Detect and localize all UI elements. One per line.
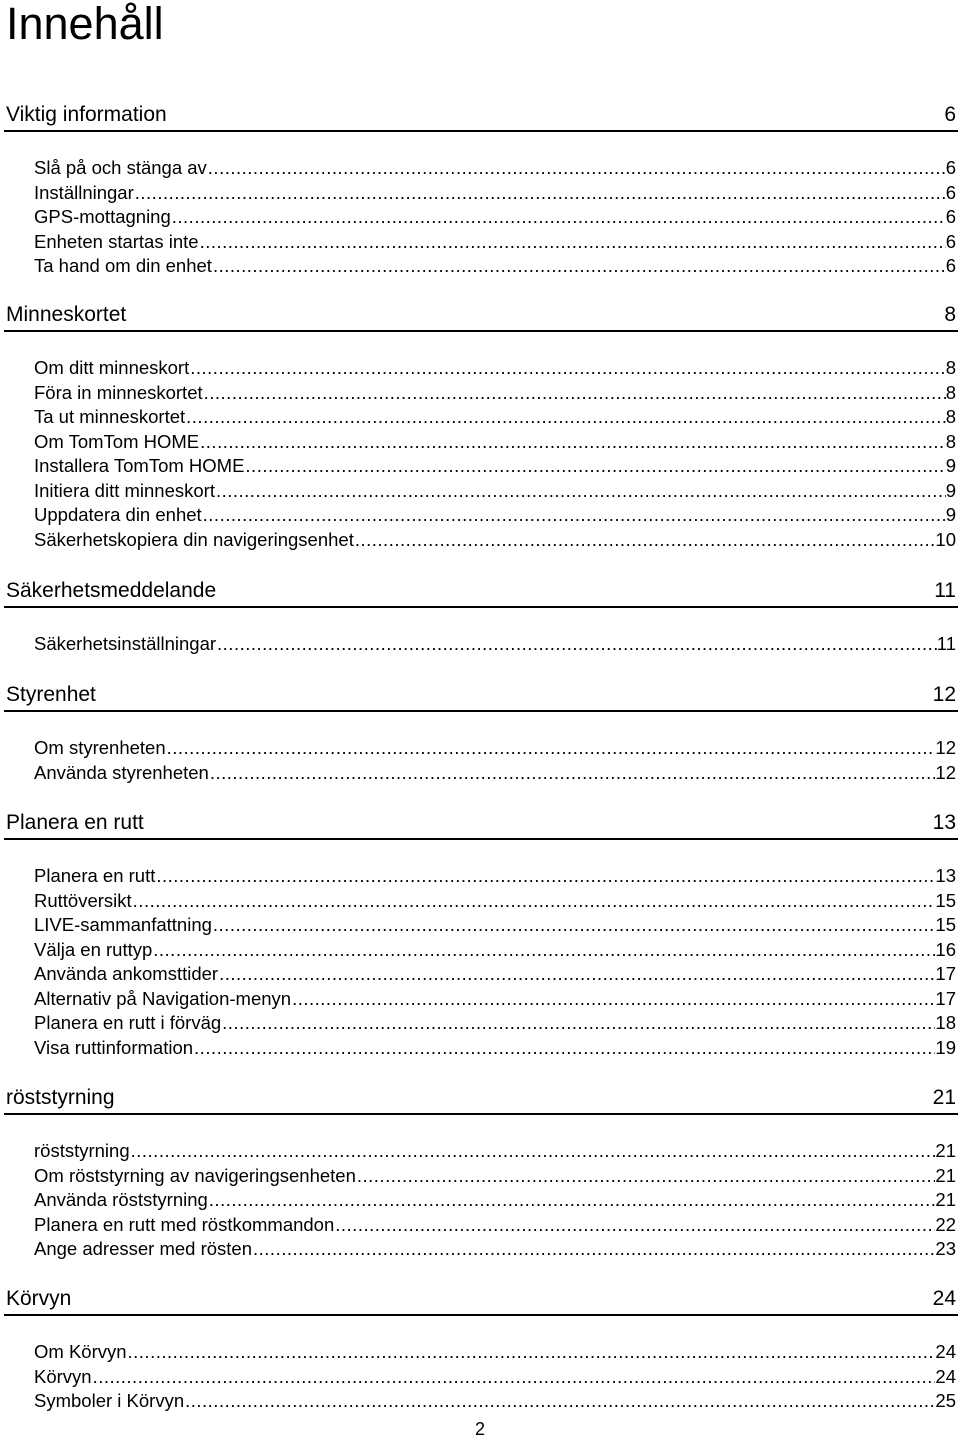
toc-section <box>0 1083 960 1259</box>
toc-entry[interactable] <box>34 181 956 206</box>
toc-entry-page-number: 9 <box>945 455 956 476</box>
dot-leader <box>199 230 946 254</box>
toc-entry-page-number: 10 <box>935 528 956 550</box>
toc-entry-list <box>34 1139 956 1262</box>
dot-leader <box>166 736 936 760</box>
toc-entry-page-number: 15 <box>935 914 956 935</box>
toc-entry-page-number: 6 <box>945 230 956 252</box>
dot-leader <box>291 987 935 1011</box>
toc-entry-label: Slå på och stänga av <box>34 157 207 178</box>
toc-entry-page-number: 21 <box>935 1164 956 1186</box>
toc-entry-label: Ange adresser med rösten <box>34 1238 253 1259</box>
dot-leader <box>132 889 936 913</box>
toc-entry[interactable] <box>34 381 956 406</box>
toc-entry-label: Planera en rutt <box>34 865 156 886</box>
dot-leader <box>171 205 946 229</box>
dot-leader <box>221 1011 935 1035</box>
toc-entry[interactable] <box>34 205 956 230</box>
toc-entry-page-number: 8 <box>945 357 956 378</box>
toc-entry-label: Föra in minneskortet <box>34 381 203 403</box>
toc-entry-label: Planera en rutt med röstkommandon <box>34 1213 335 1235</box>
toc-entry[interactable] <box>34 1340 956 1365</box>
page-title: Innehåll <box>6 0 164 49</box>
toc-entry[interactable] <box>34 1164 956 1189</box>
toc-entry-page-number: 6 <box>945 206 956 227</box>
toc-entry-label: Använda röststyrning <box>34 1189 208 1210</box>
toc-entry-list <box>34 1340 956 1414</box>
dot-leader <box>134 181 946 205</box>
toc-entry[interactable] <box>34 632 956 657</box>
toc-entry-label: Använda ankomsttider <box>34 963 219 984</box>
toc-entry-label: LIVE-sammanfattning <box>34 914 212 935</box>
toc-entry[interactable] <box>34 938 956 963</box>
toc-section <box>0 1284 960 1411</box>
toc-entry-page-number: 12 <box>935 761 956 783</box>
toc-entry-page-number: 8 <box>945 430 956 452</box>
toc-entry[interactable] <box>34 254 956 279</box>
dot-leader <box>244 454 945 478</box>
dot-leader <box>216 632 937 656</box>
dot-leader <box>155 864 935 888</box>
section-heading[interactable] <box>4 300 958 332</box>
dot-leader <box>252 1237 935 1261</box>
toc-section <box>0 300 960 550</box>
toc-entry-label: Uppdatera din enhet <box>34 504 202 525</box>
toc-entry-label: Alternativ på Navigation-menyn <box>34 987 292 1009</box>
toc-entry-list <box>34 864 956 1060</box>
toc-entry-label: Säkerhetsinställningar <box>34 633 217 654</box>
dot-leader <box>185 405 946 429</box>
section-page-number: 13 <box>932 811 956 834</box>
section-heading[interactable] <box>4 1083 958 1115</box>
toc-section <box>0 100 960 276</box>
toc-entry-page-number: 6 <box>945 157 956 178</box>
toc-entry[interactable] <box>34 913 956 938</box>
toc-entry-label: Körvyn <box>34 1365 92 1387</box>
dot-leader <box>184 1389 935 1413</box>
toc-entry-page-number: 8 <box>945 406 956 427</box>
toc-entry[interactable] <box>34 1389 956 1414</box>
section-page-number: 24 <box>932 1287 956 1310</box>
dot-leader <box>208 1188 936 1212</box>
toc-entry-label: Enheten startas inte <box>34 230 199 252</box>
page-number: 2 <box>474 1419 485 1439</box>
section-heading[interactable] <box>4 680 958 712</box>
toc-entry-label: Ta ut minneskortet <box>34 406 186 427</box>
toc-entry[interactable] <box>34 1365 956 1390</box>
toc-entry-label: röststyrning <box>34 1140 130 1161</box>
toc-entry-label: Välja en ruttyp <box>34 938 153 960</box>
toc-entry[interactable] <box>34 1011 956 1036</box>
toc-entry-label: GPS-mottagning <box>34 206 171 227</box>
section-title: röststyrning <box>6 1086 115 1109</box>
section-title: Styrenhet <box>6 683 96 706</box>
section-title: Planera en rutt <box>6 811 144 834</box>
toc-entry-page-number: 24 <box>935 1341 956 1362</box>
toc-entry-page-number: 12 <box>935 737 956 758</box>
toc-entry-page-number: 6 <box>945 255 956 276</box>
section-page-number: 21 <box>932 1086 956 1109</box>
toc-entry-list <box>34 356 956 552</box>
section-page-number: 12 <box>932 683 956 706</box>
toc-entry-page-number: 17 <box>935 987 956 1009</box>
toc-entry-label: Om ditt minneskort <box>34 357 190 378</box>
toc-entry-label: Om styrenheten <box>34 737 166 758</box>
section-title: Säkerhetsmeddelande <box>6 579 217 602</box>
toc-entry-page-number: 19 <box>935 1036 956 1058</box>
toc-entry-page-number: 21 <box>935 1189 956 1210</box>
toc-entry-page-number: 18 <box>935 1012 956 1033</box>
section-heading[interactable] <box>4 100 958 132</box>
toc-entry-page-number: 9 <box>945 504 956 525</box>
toc-entry[interactable] <box>34 230 956 255</box>
dot-leader <box>203 381 946 405</box>
dot-leader <box>209 761 936 785</box>
toc-entry[interactable] <box>34 889 956 914</box>
dot-leader <box>212 913 936 937</box>
toc-entry[interactable] <box>34 864 956 889</box>
section-heading[interactable] <box>4 1284 958 1316</box>
toc-entry[interactable] <box>34 528 956 553</box>
section-heading[interactable] <box>4 576 958 608</box>
toc-section <box>0 808 960 1058</box>
toc-entry-label: Om röststyrning av navigeringsenheten <box>34 1164 356 1186</box>
toc-entry-label: Ta hand om din enhet <box>34 255 212 276</box>
toc-section <box>0 680 960 783</box>
section-heading[interactable] <box>4 808 958 840</box>
toc-entry-label: Ruttöversikt <box>34 889 132 911</box>
dot-leader <box>152 938 935 962</box>
toc-entry-page-number: 16 <box>935 938 956 960</box>
toc-entry-page-number: 22 <box>935 1213 956 1235</box>
dot-leader <box>207 156 946 180</box>
toc-entry[interactable] <box>34 503 956 528</box>
dot-leader <box>92 1365 936 1389</box>
section-page-number: 8 <box>944 303 956 326</box>
toc-entry-list <box>34 632 956 657</box>
toc-entry[interactable] <box>34 761 956 786</box>
toc-entry[interactable] <box>34 1213 956 1238</box>
dot-leader <box>215 479 946 503</box>
toc-entry-label: Om Körvyn <box>34 1341 127 1362</box>
dot-leader <box>127 1340 936 1364</box>
toc-entry[interactable] <box>34 356 956 381</box>
section-title: Minneskortet <box>6 303 127 326</box>
toc-entry-label: Initiera ditt minneskort <box>34 479 215 501</box>
toc-entry-page-number: 8 <box>945 381 956 403</box>
toc-entry-page-number: 13 <box>935 865 956 886</box>
toc-entry-label: Visa ruttinformation <box>34 1036 194 1058</box>
toc-entry-label: Inställningar <box>34 181 134 203</box>
toc-entry-page-number: 21 <box>935 1140 956 1161</box>
toc-entry-label: Symboler i Körvyn <box>34 1390 185 1411</box>
toc-entry-list <box>34 736 956 785</box>
toc-entry[interactable] <box>34 454 956 479</box>
toc-entry[interactable] <box>34 430 956 455</box>
toc-entry[interactable] <box>34 405 956 430</box>
dot-leader <box>354 528 936 552</box>
toc-entry-label: Använda styrenheten <box>34 761 209 783</box>
toc-entry-list <box>34 156 956 279</box>
dot-leader <box>356 1164 936 1188</box>
toc-entry-label: Installera TomTom HOME <box>34 455 245 476</box>
toc-entry[interactable] <box>34 1188 956 1213</box>
toc-entry[interactable] <box>34 962 956 987</box>
section-page-number: 11 <box>934 579 956 602</box>
dot-leader <box>130 1139 936 1163</box>
dot-leader <box>212 254 946 278</box>
toc-entry[interactable] <box>34 479 956 504</box>
toc-entry[interactable] <box>34 736 956 761</box>
toc-entry-page-number: 9 <box>945 479 956 501</box>
dot-leader <box>189 356 945 380</box>
toc-entry-page-number: 24 <box>935 1365 956 1387</box>
toc-entry-page-number: 15 <box>935 889 956 911</box>
toc-entry-page-number: 23 <box>935 1238 956 1259</box>
dot-leader <box>193 1036 935 1060</box>
toc-entry-page-number: 11 <box>936 633 956 654</box>
dot-leader <box>334 1213 935 1237</box>
toc-entry-page-number: 6 <box>945 181 956 203</box>
toc-entry-label: Om TomTom HOME <box>34 430 200 452</box>
toc-entry-label: Planera en rutt i förväg <box>34 1012 222 1033</box>
toc-entry-page-number: 17 <box>935 963 956 984</box>
toc-entry[interactable] <box>34 1237 956 1262</box>
section-title: Viktig information <box>6 103 167 126</box>
dot-leader <box>199 430 946 454</box>
toc-entry[interactable] <box>34 156 956 181</box>
dot-leader <box>218 962 935 986</box>
toc-entry[interactable] <box>34 1139 956 1164</box>
toc-entry[interactable] <box>34 987 956 1012</box>
toc-entry[interactable] <box>34 1036 956 1061</box>
section-page-number: 6 <box>944 103 956 126</box>
section-title: Körvyn <box>6 1287 72 1310</box>
toc-entry-label: Säkerhetskopiera din navigeringsenhet <box>34 528 354 550</box>
dot-leader <box>202 503 946 527</box>
toc-entry-page-number: 25 <box>935 1390 956 1411</box>
toc-section <box>0 576 960 654</box>
